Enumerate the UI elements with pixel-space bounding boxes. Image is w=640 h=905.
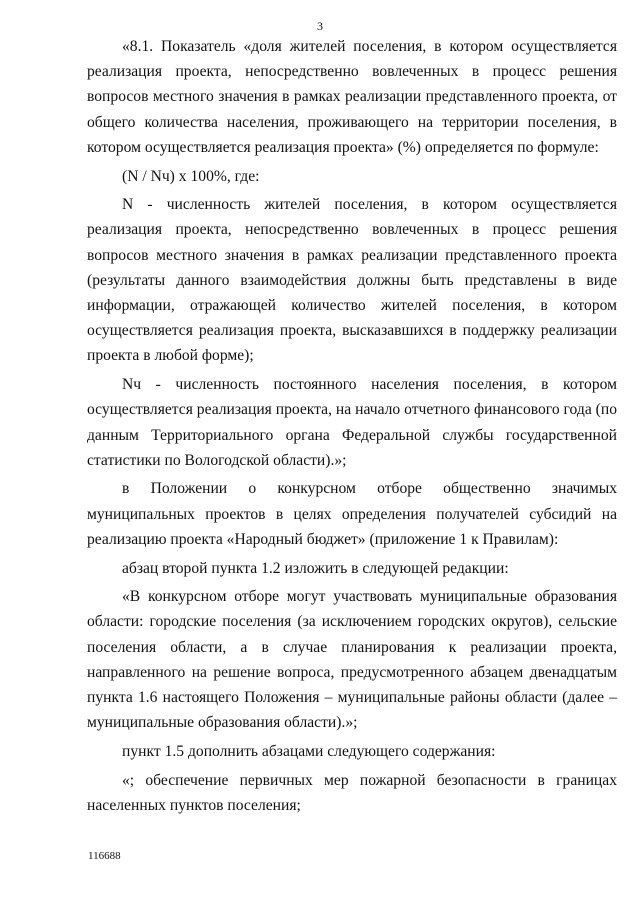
paragraph-formula: (N / Nч) x 100%, где: xyxy=(122,167,260,185)
paragraph-fire-safety: «; обеспечение первичных мер пожарной безопасности в границах населенных пунктов поселения; xyxy=(87,771,617,814)
document-body xyxy=(87,34,617,818)
paragraph-indicator-definition: «8.1. Показатель «доля жителей поселения, в котором осуществляется реализация проекта, непосредственно вовлеченных в процесс решения вопросов местного значения в рамках реализации представленного проекта, от общего количества населения, проживающего на территории поселения, в котором осуществляется реализация проекта» (%) определяется по формуле: xyxy=(87,38,617,156)
page-number: 3 xyxy=(317,19,323,33)
paragraph-amendment-1-5: пункт 1.5 дополнить абзацами следующего содержания: xyxy=(122,742,496,760)
paragraph-participants: «В конкурсном отборе могут участвовать муниципальные образования области: городские поселения (за исключением городских округов), сельские поселения области, а в случае планирования к реализации проекта, направленного на решение вопроса, предусмотренного абзацем двенадцатым пункта 1.6 настоящего Положения – муниципальные районы области (далее – муниципальные образования области).»; xyxy=(87,588,617,732)
paragraph-amendment-1-2: абзац второй пункта 1.2 изложить в следующей редакции: xyxy=(122,559,509,577)
paragraph-regulation-reference: в Положении о конкурсном отборе общественно значимых муниципальных проектов в целях определения получателей субсидий на реализацию проекта «Народный бюджет» (приложение 1 к Правилам): xyxy=(87,480,617,548)
paragraph-n-definition: N - численность жителей поселения, в котором осуществляется реализация проекта, непосредственно вовлеченных в процесс решения вопросов местного значения в рамках реализации представленного проекта (результаты данного взаимодействия должны быть представлены в виде информации, отражающей количество жителей поселения, в котором осуществляется реализация проекта, высказавшихся в поддержку реализации проекта в любой форме); xyxy=(87,196,617,365)
document-code: 116688 xyxy=(88,850,121,862)
paragraph-nch-definition: Nч - численность постоянного населения поселения, в котором осуществляется реализация проекта, на начало отчетного финансового года (по данным Территориального органа Федеральной службы государственной статистики по Вологодской области).»; xyxy=(87,376,617,469)
